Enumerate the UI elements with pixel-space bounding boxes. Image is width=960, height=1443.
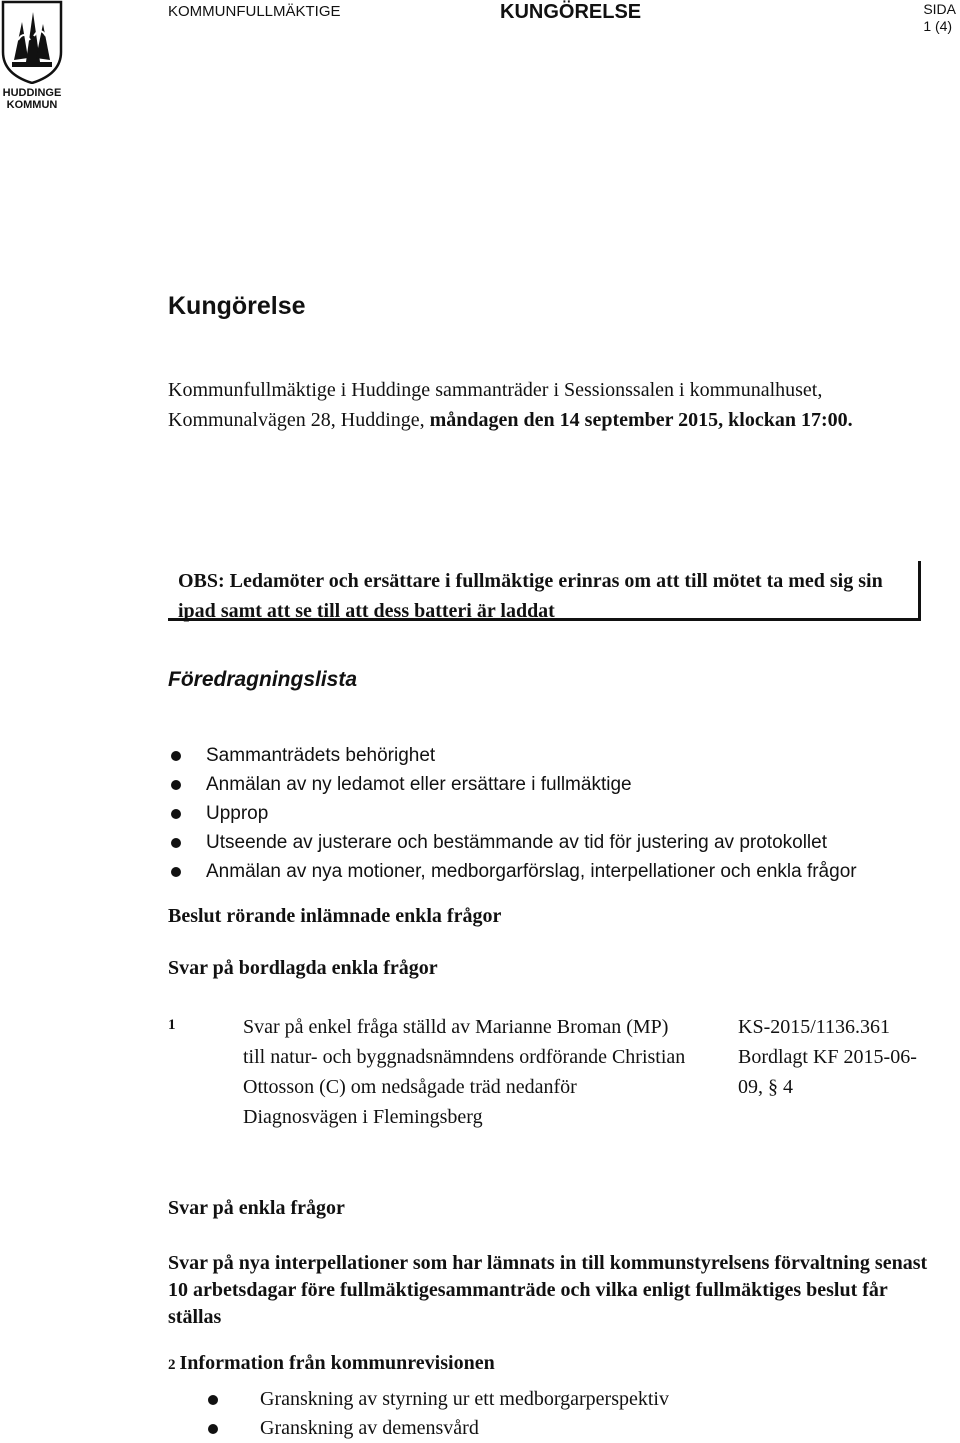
list-item: Utseende av justerare och bestämmande av tid för justering av protokollet (168, 828, 948, 857)
header-organization: KOMMUNFULLMÄKTIGE (168, 3, 341, 20)
item-2-heading (168, 1352, 495, 1375)
case-number: KS-2015/1136.361 (738, 1016, 891, 1038)
item-number: 2 (168, 1357, 176, 1373)
intro-paragraph (168, 375, 928, 435)
item-title: Information från kommunrevisionen (179, 1352, 495, 1374)
notice-line2-rest: samt att se till att dess batteri är laddat (215, 600, 555, 622)
item-description: Svar på enkel fråga ställd av Marianne Broman (MP) till natur- och byggnadsnämndens ordförande Christian Ottosson (C) om nedsågade träd nedanför Diagnosvägen i Flemingsberg (243, 1016, 686, 1128)
logo-text-line1: HUDDINGE (2, 87, 62, 99)
list-item: Anmälan av ny ledamot eller ersättare i fullmäktige (168, 770, 948, 799)
section-heading-bordlagda: Svar på bordlagda enkla frågor (168, 957, 438, 979)
huddinge-logo (0, 0, 64, 110)
intro-date-time: måndagen den 14 september 2015, klockan 17:00. (429, 409, 853, 431)
list-item: Anmälan av nya motioner, medborgarförslag, interpellationer och enkla frågor (168, 857, 948, 886)
header-page-info (923, 1, 956, 35)
item-reference (738, 1012, 928, 1102)
section-heading-interpellationer: Svar på nya interpellationer som har lämnats in till kommunstyrelsens förvaltning senast 10 arbetsdagar före fullmäktigesammanträde och vilka enligt fullmäktiges beslut får ställas (168, 1252, 928, 1328)
logo-text-line2: KOMMUN (6, 99, 58, 111)
agenda-heading: Föredragningslista (168, 668, 358, 691)
page-title: Kungörelse (168, 292, 306, 320)
list-item: Upprop (168, 799, 948, 828)
intro-text: Kommunfullmäktige i Huddinge sammanträder i Sessionssalen i kommunalhuset, Kommunalvägen 28, Huddinge, (168, 379, 823, 431)
list-item: Granskning av demensvård (205, 1414, 905, 1443)
notice-line2 (178, 596, 918, 626)
section-heading-beslut: Beslut rörande inlämnade enkla frågor (168, 905, 502, 927)
page-number: 1 (4) (923, 18, 953, 34)
header-document-type: KUNGÖRELSE (500, 1, 642, 23)
item-number: 1 (168, 1017, 176, 1033)
notice-ipad: ipad (178, 600, 216, 622)
coat-of-arms-icon (0, 0, 64, 84)
section-heading-enkla: Svar på enkla frågor (168, 1197, 345, 1219)
notice-box (168, 561, 921, 621)
list-item: Sammanträdets behörighet (168, 741, 948, 770)
revision-list (205, 1385, 905, 1443)
list-item: Granskning av styrning ur ett medborgarperspektiv (205, 1385, 905, 1414)
agenda-list (168, 741, 948, 886)
notice-line1: OBS: Ledamöter och ersättare i fullmäktige erinras om att till mötet ta med sig sin (178, 570, 883, 592)
page-label: SIDA (923, 1, 956, 17)
tabled-note: Bordlagt KF 2015-06-09, § 4 (738, 1046, 917, 1098)
